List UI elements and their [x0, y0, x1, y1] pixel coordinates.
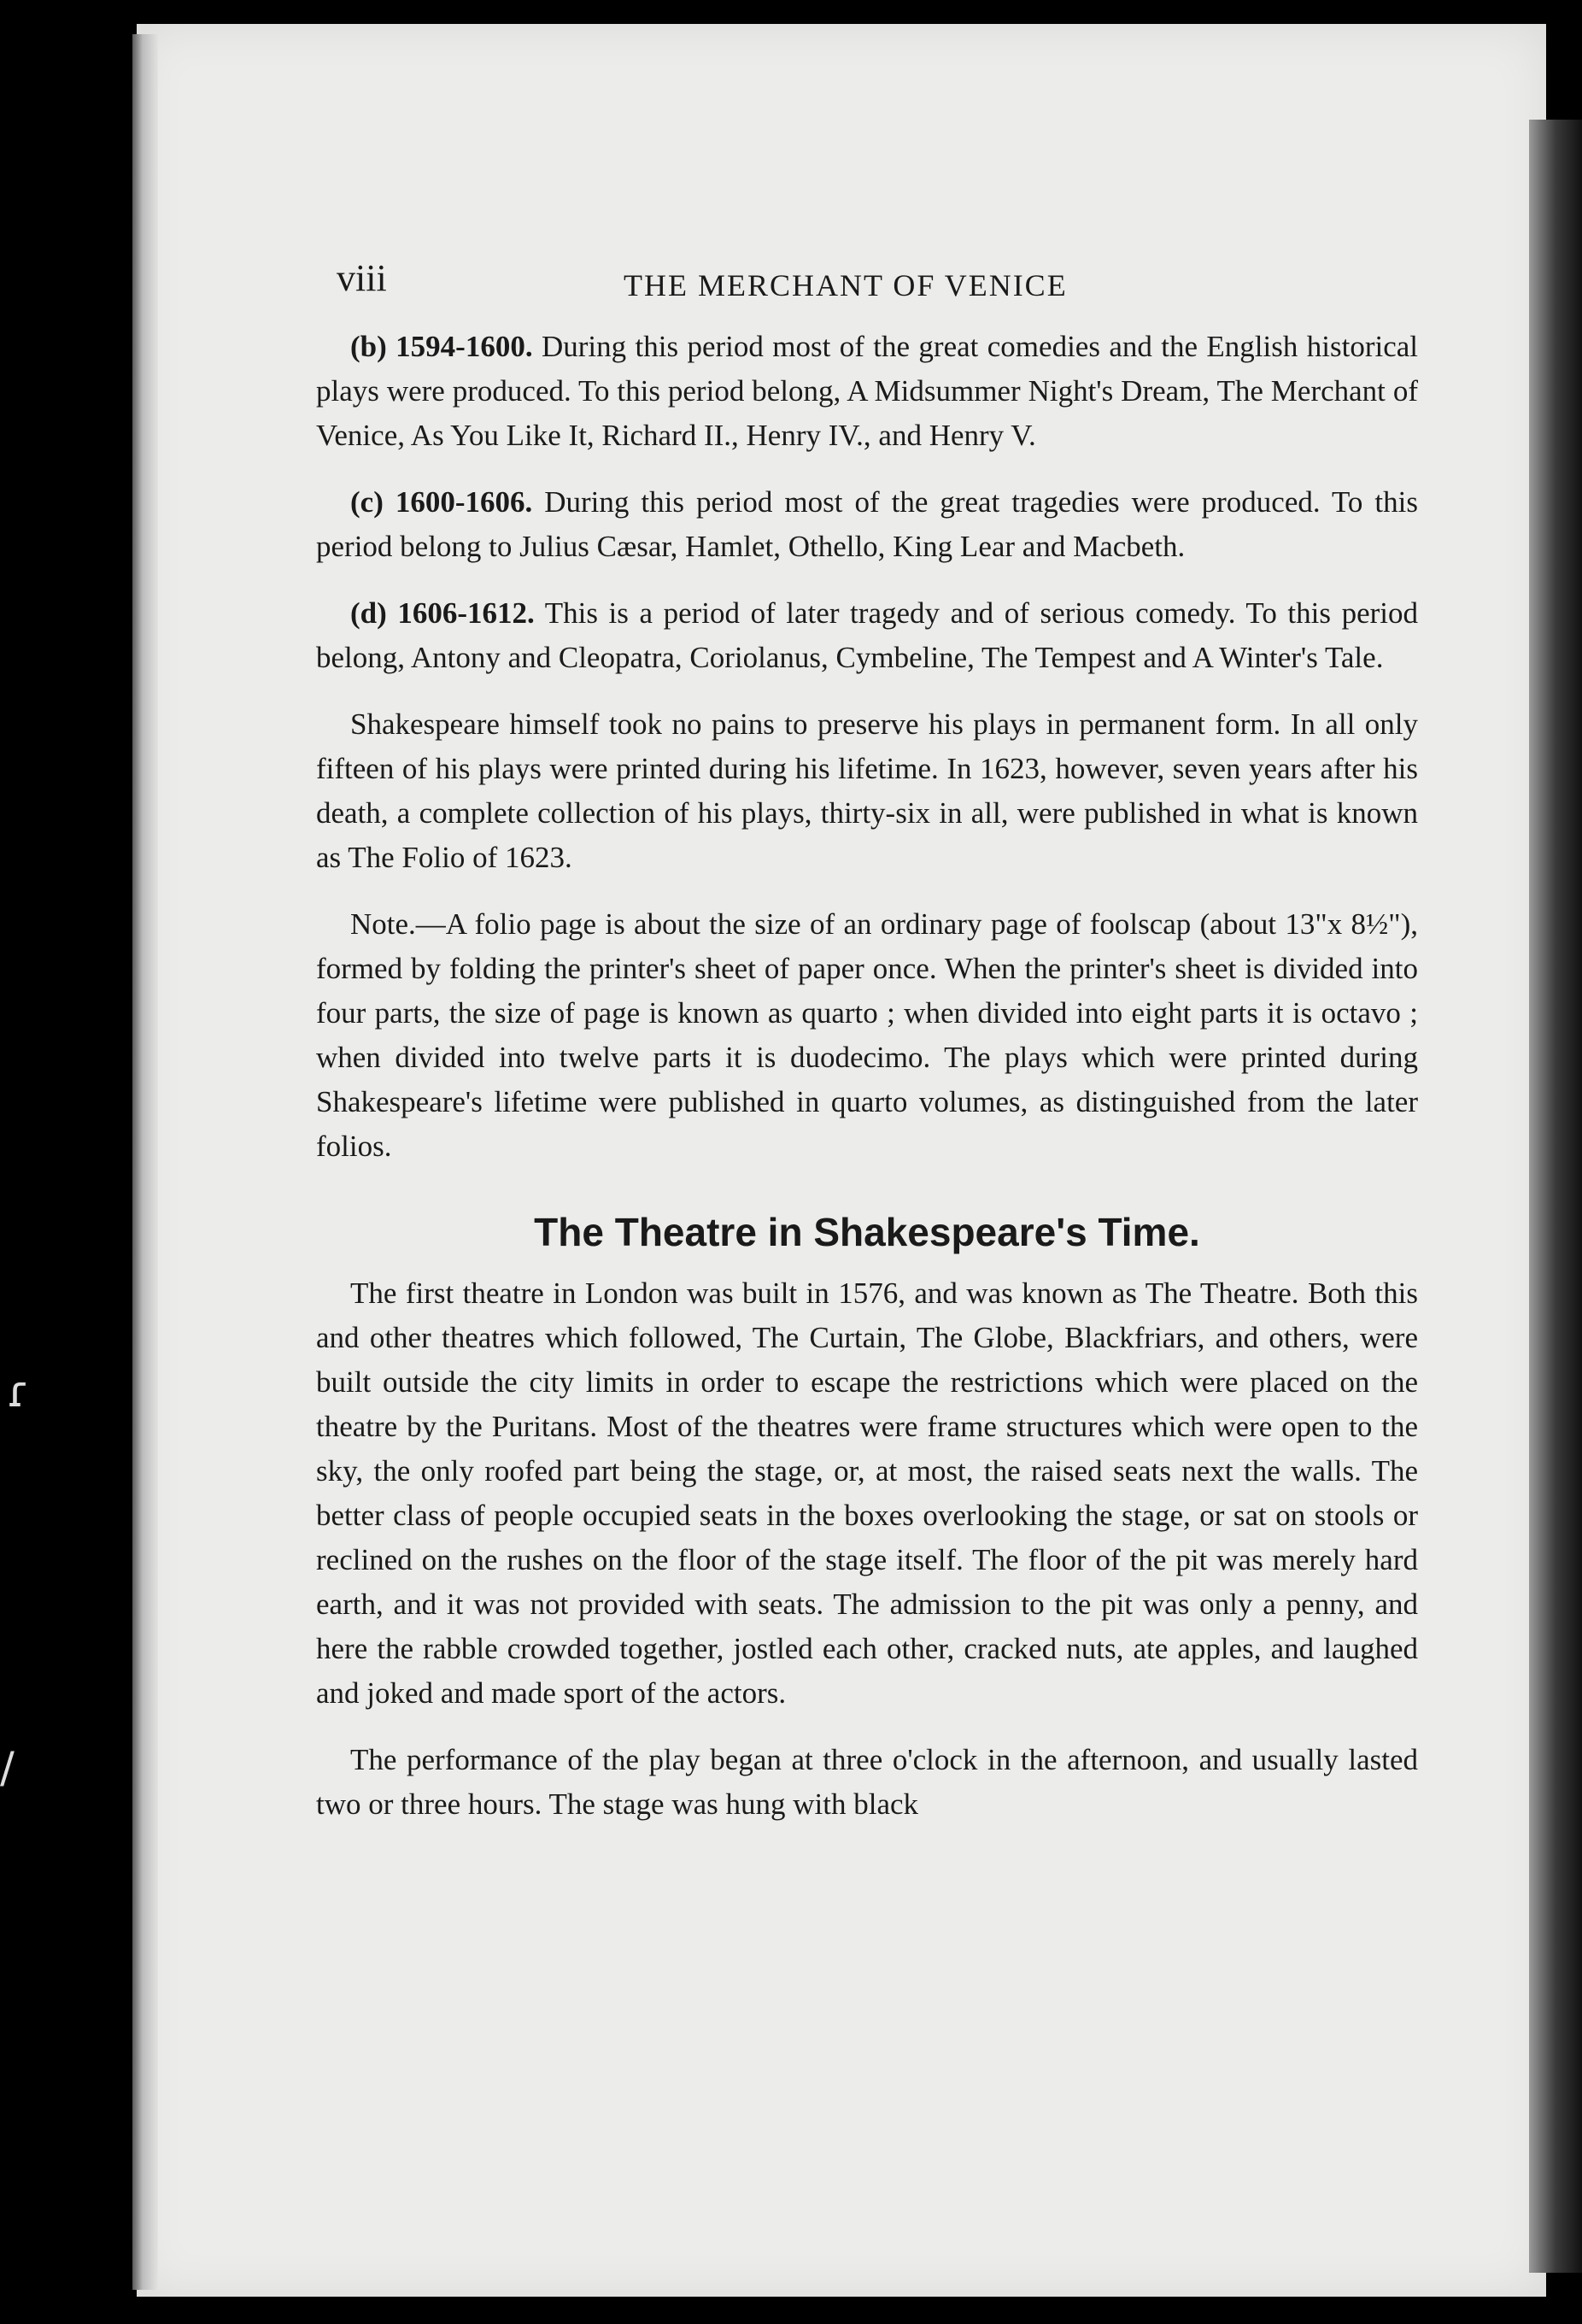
paragraph-folio — [316, 702, 1418, 880]
paragraph-text: The performance of the play began at three o'clock in the afternoon, and usually lasted two or three hours. The stage was hung with black — [316, 1743, 1418, 1821]
paragraph-text: Shakespeare himself took no pains to preserve his plays in permanent form. In all only fifteen of his plays were printed during his lifetime. In 1623, however, seven years after his death, a complete collection of his plays, thirty-six in all, were published in what is known as The Folio of 1623. — [316, 707, 1418, 874]
page-right-edge-shadow — [1529, 120, 1582, 2273]
paragraph-lead: (b) 1594-1600. — [350, 330, 533, 363]
paragraph-performance — [316, 1738, 1418, 1827]
paragraph-lead: (d) 1606-1612. — [350, 596, 535, 630]
page-binding-edge — [132, 34, 158, 2290]
paragraph-text: The first theatre in London was built in 1576, and was known as The Theatre. Both this and other theatres which followed, The Curtain, The Globe, Blackfriars, and others, were built outside the city limits in order to escape the restrictions which were placed on the theatre by the Puritans. Most of the theatres were frame structures which were open to the sky, the only roofed part being the stage, or, at most, the raised seats next the walls. The better class of people occupied seats in the boxes overlooking the stage, or sat on stools or reclined on the rushes on the floor of the stage itself. The floor of the pit was merely hard earth, and it was not provided with seats. The admission to the pit was only a penny, and here the rabble crowded together, jostled each other, cracked nuts, ate apples, and laughed and joked and made sport of the actors. — [316, 1276, 1418, 1710]
section-heading: The Theatre in Shakespeare's Time. — [534, 1210, 1200, 1254]
paragraph-lead: (c) 1600-1606. — [350, 485, 533, 519]
note-lead: Note.— — [350, 907, 446, 941]
paragraph-text: During this period most of the great tragedies were produced. To this period belong to Julius Cæsar, Hamlet, Othello, King Lear and Macbeth. — [316, 485, 1418, 563]
paragraph-period-d — [316, 591, 1418, 680]
running-title: THE MERCHANT OF VENICE — [624, 268, 1068, 302]
margin-speck-mark: ɾ — [7, 1367, 30, 1417]
page-header — [316, 256, 1418, 325]
page-text-block — [316, 256, 1418, 1849]
paragraph-first-theatre — [316, 1271, 1418, 1716]
paragraph-text: This is a period of later tragedy and of serious comedy. To this period belong, Antony and Cleopatra, Coriolanus, Cymbeline, The Tempest and A Winter's Tale. — [316, 596, 1418, 674]
page-number: viii — [337, 257, 387, 299]
paragraph-period-b — [316, 325, 1418, 458]
margin-slash-mark: / — [0, 1743, 15, 1793]
paragraph-period-c — [316, 480, 1418, 569]
paragraph-text: During this period most of the great comedies and the English historical plays were produced. To this period belong, A Midsummer Night's Dream, The Merchant of Venice, As You Like It, Richard II., Henry IV., and Henry V. — [316, 330, 1418, 452]
paragraph-text: A folio page is about the size of an ordinary page of foolscap (about 13"x 8½"), formed by folding the printer's sheet of paper once. When the printer's sheet is divided into four parts, the size of page is known as quarto ; when divided into eight parts it is octavo ; when divided into twelve parts it is duodecimo. The plays which were printed during Shakespeare's lifetime were published in quarto volumes, as distinguished from the later folios. — [316, 907, 1418, 1163]
paragraph-note — [316, 902, 1418, 1169]
